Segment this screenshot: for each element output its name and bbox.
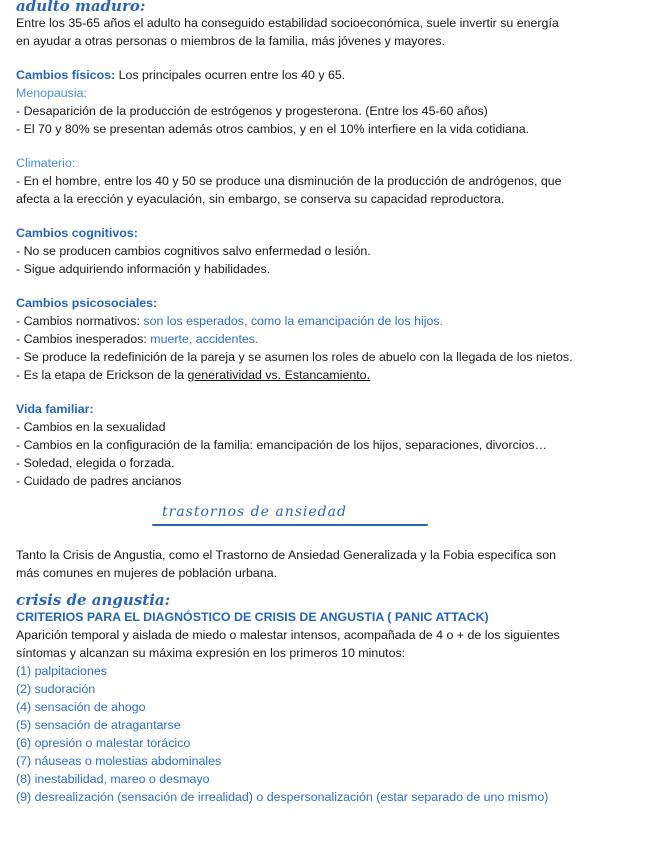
psico-normativos-text: son los esperados, como la emancipación de los hijos. <box>143 314 443 328</box>
fisicos-line <box>16 66 638 84</box>
menopausia-line-2: - El 70 y 80% se presentan además otros cambios, y en el 10% interfiere en la vida cotidiana. <box>16 122 530 136</box>
cognitivos-line-2: - Sigue adquiriendo información y habilidades. <box>16 262 271 276</box>
climaterio-line-2: afecta a la erección y eyaculación, sin embargo, se conserva su capacidad reproductora. <box>16 192 505 206</box>
heading-crisis-angustia: crisis de angustia: <box>16 591 171 609</box>
psico-normativos-label: - Cambios normativos: <box>16 314 144 328</box>
trastornos-underline <box>152 524 428 526</box>
trastornos-title: trastornos de ansiedad <box>162 504 347 520</box>
ansiedad-intro-line-1: Tanto la Crisis de Angustia, como el Trastorno de Ansiedad Generalizada y la Fobia especifica son <box>16 548 556 562</box>
fisicos-label: Cambios físicos: <box>16 68 116 82</box>
sintoma-item: (8) inestabilidad, mareo o desmayo <box>16 772 210 786</box>
familiar-line-1: - Cambios en la sexualidad <box>16 420 166 434</box>
psicosociales-line-1 <box>16 312 638 330</box>
criterios-intro-line-1: Aparición temporal y aislada de miedo o malestar intensos, acompañada de 4 o + de los siguientes <box>16 628 560 642</box>
sintoma-item: (6) opresión o malestar torácico <box>16 736 191 750</box>
psico-erickson-label: - Es la etapa de Erickson de la <box>16 368 188 382</box>
climaterio-line-1: - En el hombre, entre los 40 y 50 se produce una disminución de la producción de andrógenos, que <box>16 174 562 188</box>
heading-adulto-maduro: adulto maduro: <box>16 0 146 15</box>
criterios-intro-line-2: síntomas y alcanzan su máxima expresión en los primeros 10 minutos: <box>16 646 406 660</box>
familiar-line-2: - Cambios en la configuración de la familia: emancipación de los hijos, separaciones, divorcios… <box>16 438 548 452</box>
psico-inesperados-label: - Cambios inesperados: <box>16 332 151 346</box>
intro-line-1: Entre los 35-65 años el adulto ha conseguido estabilidad socioeconómica, suele invertir su energía <box>16 16 559 30</box>
psicosociales-label: Cambios psicosociales: <box>16 296 158 310</box>
psicosociales-line-3: - Se produce la redefinición de la pareja y se asumen los roles de abuelo con la llegada de los nietos. <box>16 350 573 364</box>
intro-line-2: en ayudar a otras personas o miembros de la familia, más jóvenes y mayores. <box>16 34 446 48</box>
trastornos-heading <box>16 494 638 536</box>
climaterio-label: Climaterio: <box>16 156 76 170</box>
psicosociales-line-4 <box>16 366 638 384</box>
familiar-label: Vida familiar: <box>16 402 94 416</box>
sintoma-item: (2) sudoración <box>16 682 96 696</box>
document-page <box>16 0 638 806</box>
sintoma-item: (5) sensación de atragantarse <box>16 718 181 732</box>
psico-inesperados-text: muerte, accidentes. <box>150 332 259 346</box>
familiar-line-3: - Soledad, elegida o forzada. <box>16 456 175 470</box>
menopausia-line-1: - Desaparición de la producción de estrógenos y progesterona. (Entre los 45-60 años) <box>16 104 488 118</box>
psico-erickson-stage: generatividad vs. Estancamiento. <box>187 368 371 382</box>
sintoma-item: (9) desrealización (sensación de irrealidad) o despersonalización (estar separado de uno mismo) <box>16 790 549 804</box>
sintoma-item: (1) palpitaciones <box>16 664 107 678</box>
menopausia-label: Menopausia: <box>16 86 87 100</box>
sintoma-item: (7) náuseas o molestias abdominales <box>16 754 222 768</box>
sintoma-item: (4) sensación de ahogo <box>16 700 146 714</box>
psicosociales-line-2 <box>16 330 638 348</box>
fisicos-text: Los principales ocurren entre los 40 y 65. <box>115 68 346 82</box>
familiar-line-4: - Cuidado de padres ancianos <box>16 474 182 488</box>
criterios-title: CRITERIOS PARA EL DIAGNÓSTICO DE CRISIS DE ANGUSTIA ( PANIC ATTACK) <box>16 610 489 624</box>
ansiedad-intro-line-2: más comunes en mujeres de población urbana. <box>16 566 278 580</box>
cognitivos-line-1: - No se producen cambios cognitivos salvo enfermedad o lesión. <box>16 244 371 258</box>
cognitivos-label: Cambios cognitivos: <box>16 226 138 240</box>
